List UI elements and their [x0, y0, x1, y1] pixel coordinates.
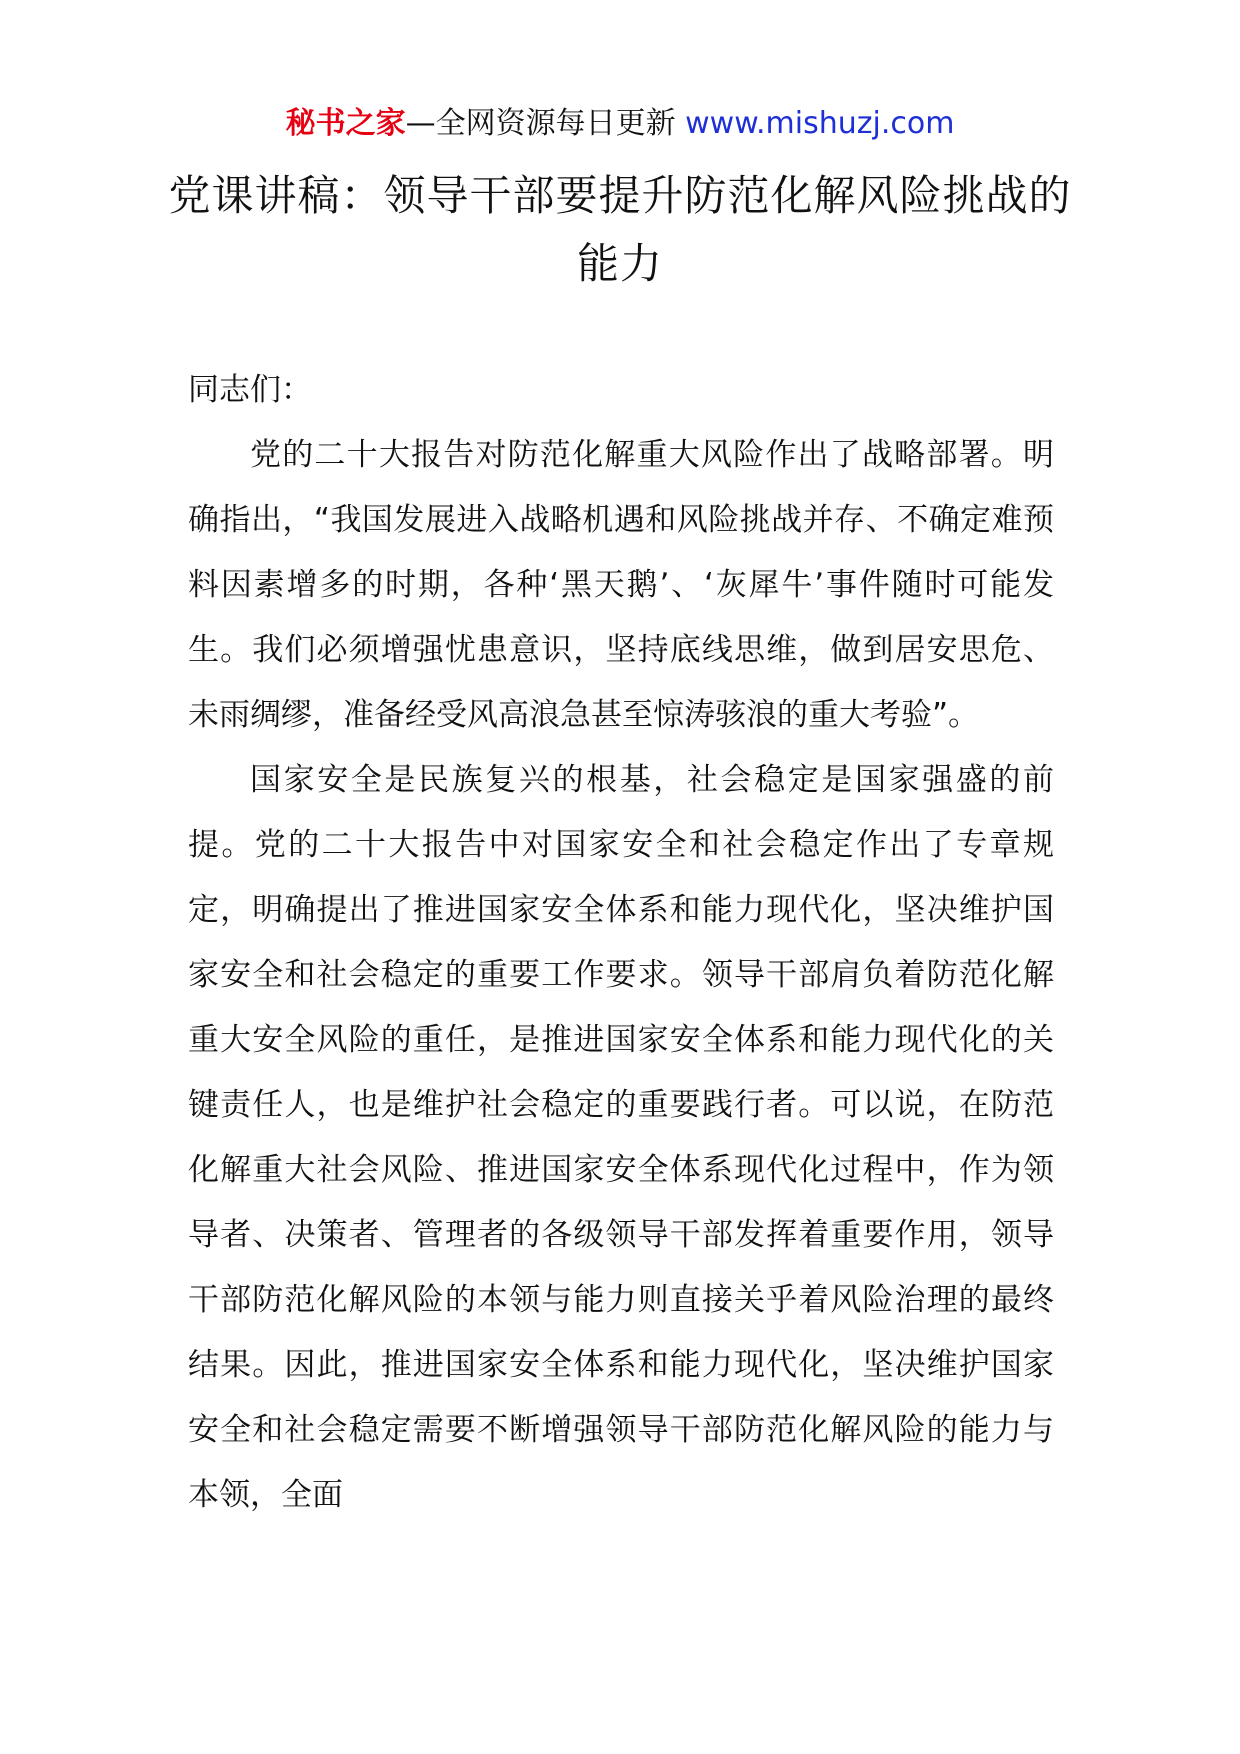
document-body: [188, 358, 1054, 1528]
site-brand: 秘书之家: [285, 106, 406, 141]
document-title: 党课讲稿：领导干部要提升防范化解风险挑战的能力: [168, 171, 1072, 288]
site-url-link[interactable]: www.mishuzj.com: [685, 106, 955, 141]
paragraph-1: 党的二十大报告对防范化解重大风险作出了战略部署。明确指出，“我国发展进入战略机遇和风险挑战并存、不确定难预料因素增多的时期，各种‘黑天鹅’、‘灰犀牛’事件随时可能发生。我们必须增强忧患意识，坚持底线思维，做到居安思危、未雨绸缪，准备经受风高浪急甚至惊涛骇浪的重大考验”。: [188, 437, 1054, 733]
site-slogan: —全网资源每日更新: [405, 106, 676, 141]
salutation: 同志们：: [188, 372, 312, 408]
paragraph-2: 国家安全是民族复兴的根基，社会稳定是国家强盛的前提。党的二十大报告中对国家安全和社会稳定作出了专章规定，明确提出了推进国家安全体系和能力现代化，坚决维护国家安全和社会稳定的重要工作要求。领导干部肩负着防范化解重大安全风险的重任，是推进国家安全体系和能力现代化的关键责任人，也是维护社会稳定的重要践行者。可以说，在防范化解重大社会风险、推进国家安全体系现代化过程中，作为领导者、决策者、管理者的各级领导干部发挥着重要作用，领导干部防范化解风险的本领与能力则直接关乎着风险治理的最终结果。因此，推进国家安全体系和能力现代化，坚决维护国家安全和社会稳定需要不断增强领导干部防范化解风险的能力与本领，全面: [188, 762, 1054, 1513]
site-header: [0, 102, 1240, 146]
